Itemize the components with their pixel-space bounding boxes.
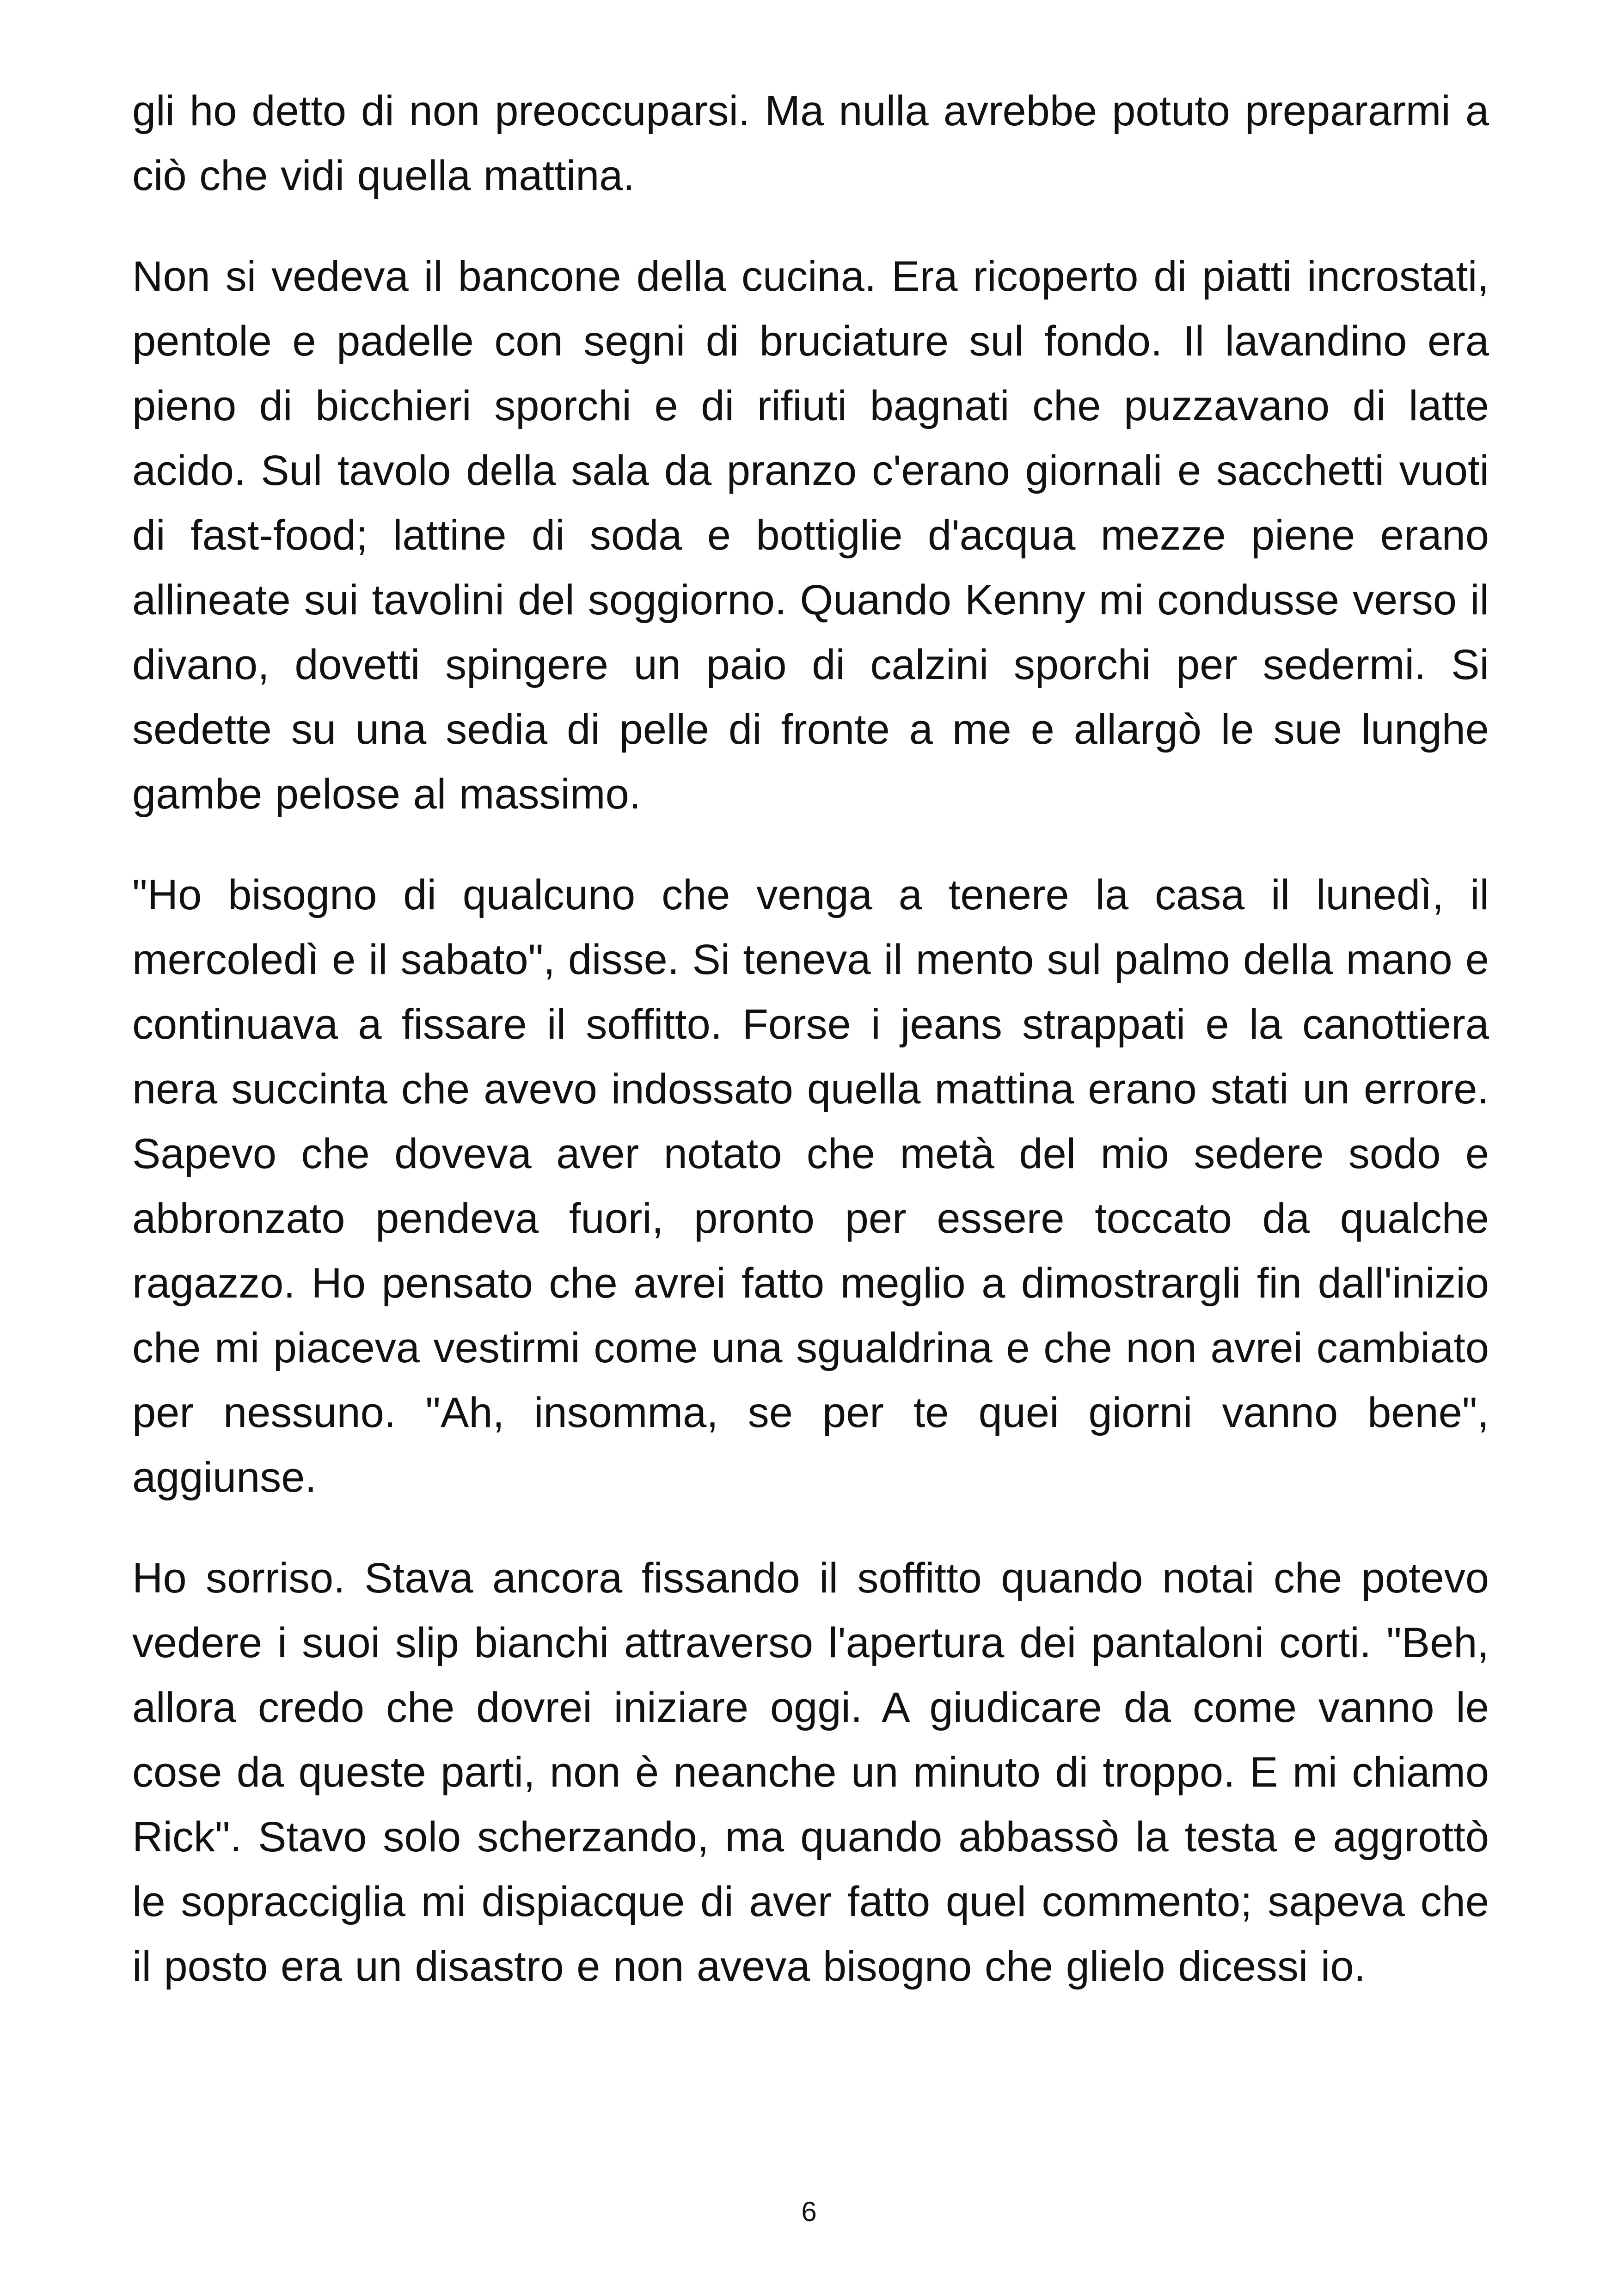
body-text bbox=[132, 79, 1489, 2035]
paragraph: gli ho detto di non preoccuparsi. Ma nulla avrebbe potuto prepararmi a ciò che vidi quella mattina. bbox=[132, 87, 1489, 199]
paragraph: Non si vedeva il bancone della cucina. Era ricoperto di piatti incrostati, pentole e padelle con segni di bruciature sul fondo. Il lavandino era pieno di bicchieri sporchi e di rifiuti bagnati che puzzavano di latte acido. Sul tavolo della sala da pranzo c'erano giornali e sacchetti vuoti di fast-food; lattine di soda e bottiglie d'acqua mezze piene erano allineate sui tavolini del soggiorno. Quando Kenny mi condusse verso il divano, dovetti spingere un paio di calzini sporchi per sedermi. Si sedette su una sedia di pelle di fronte a me e allargò le sue lunghe gambe pelose al massimo. bbox=[132, 253, 1489, 818]
paragraph: "Ho bisogno di qualcuno che venga a tenere la casa il lunedì, il mercoledì e il sabato", disse. Si teneva il mento sul palmo della mano e continuava a fissare il soffitto. Forse i jeans strappati e la canottiera nera succinta che avevo indossato quella mattina erano stati un errore. Sapevo che doveva aver notato che metà del mio sedere sodo e abbronzato pendeva fuori, pronto per essere toccato da qualche ragazzo. Ho pensato che avrei fatto meglio a dimostrargli fin dall'inizio che mi piaceva vestirmi come una sgualdrina e che non avrei cambiato per nessuno. "Ah, insomma, se per te quei giorni vanno bene", aggiunse. bbox=[132, 871, 1489, 1501]
page-number: 6 bbox=[801, 2196, 817, 2227]
paragraph: Ho sorriso. Stava ancora fissando il soffitto quando notai che potevo vedere i suoi slip bianchi attraverso l'apertura dei pantaloni corti. "Beh, allora credo che dovrei iniziare oggi. A giudicare da come vanno le cose da queste parti, non è neanche un minuto di troppo. E mi chiamo Rick". Stavo solo scherzando, ma quando abbassò la testa e aggrottò le sopracciglia mi dispiacque di aver fatto quel commento; sapeva che il posto era un disastro e non aveva bisogno che glielo dicessi io. bbox=[132, 1555, 1489, 1990]
